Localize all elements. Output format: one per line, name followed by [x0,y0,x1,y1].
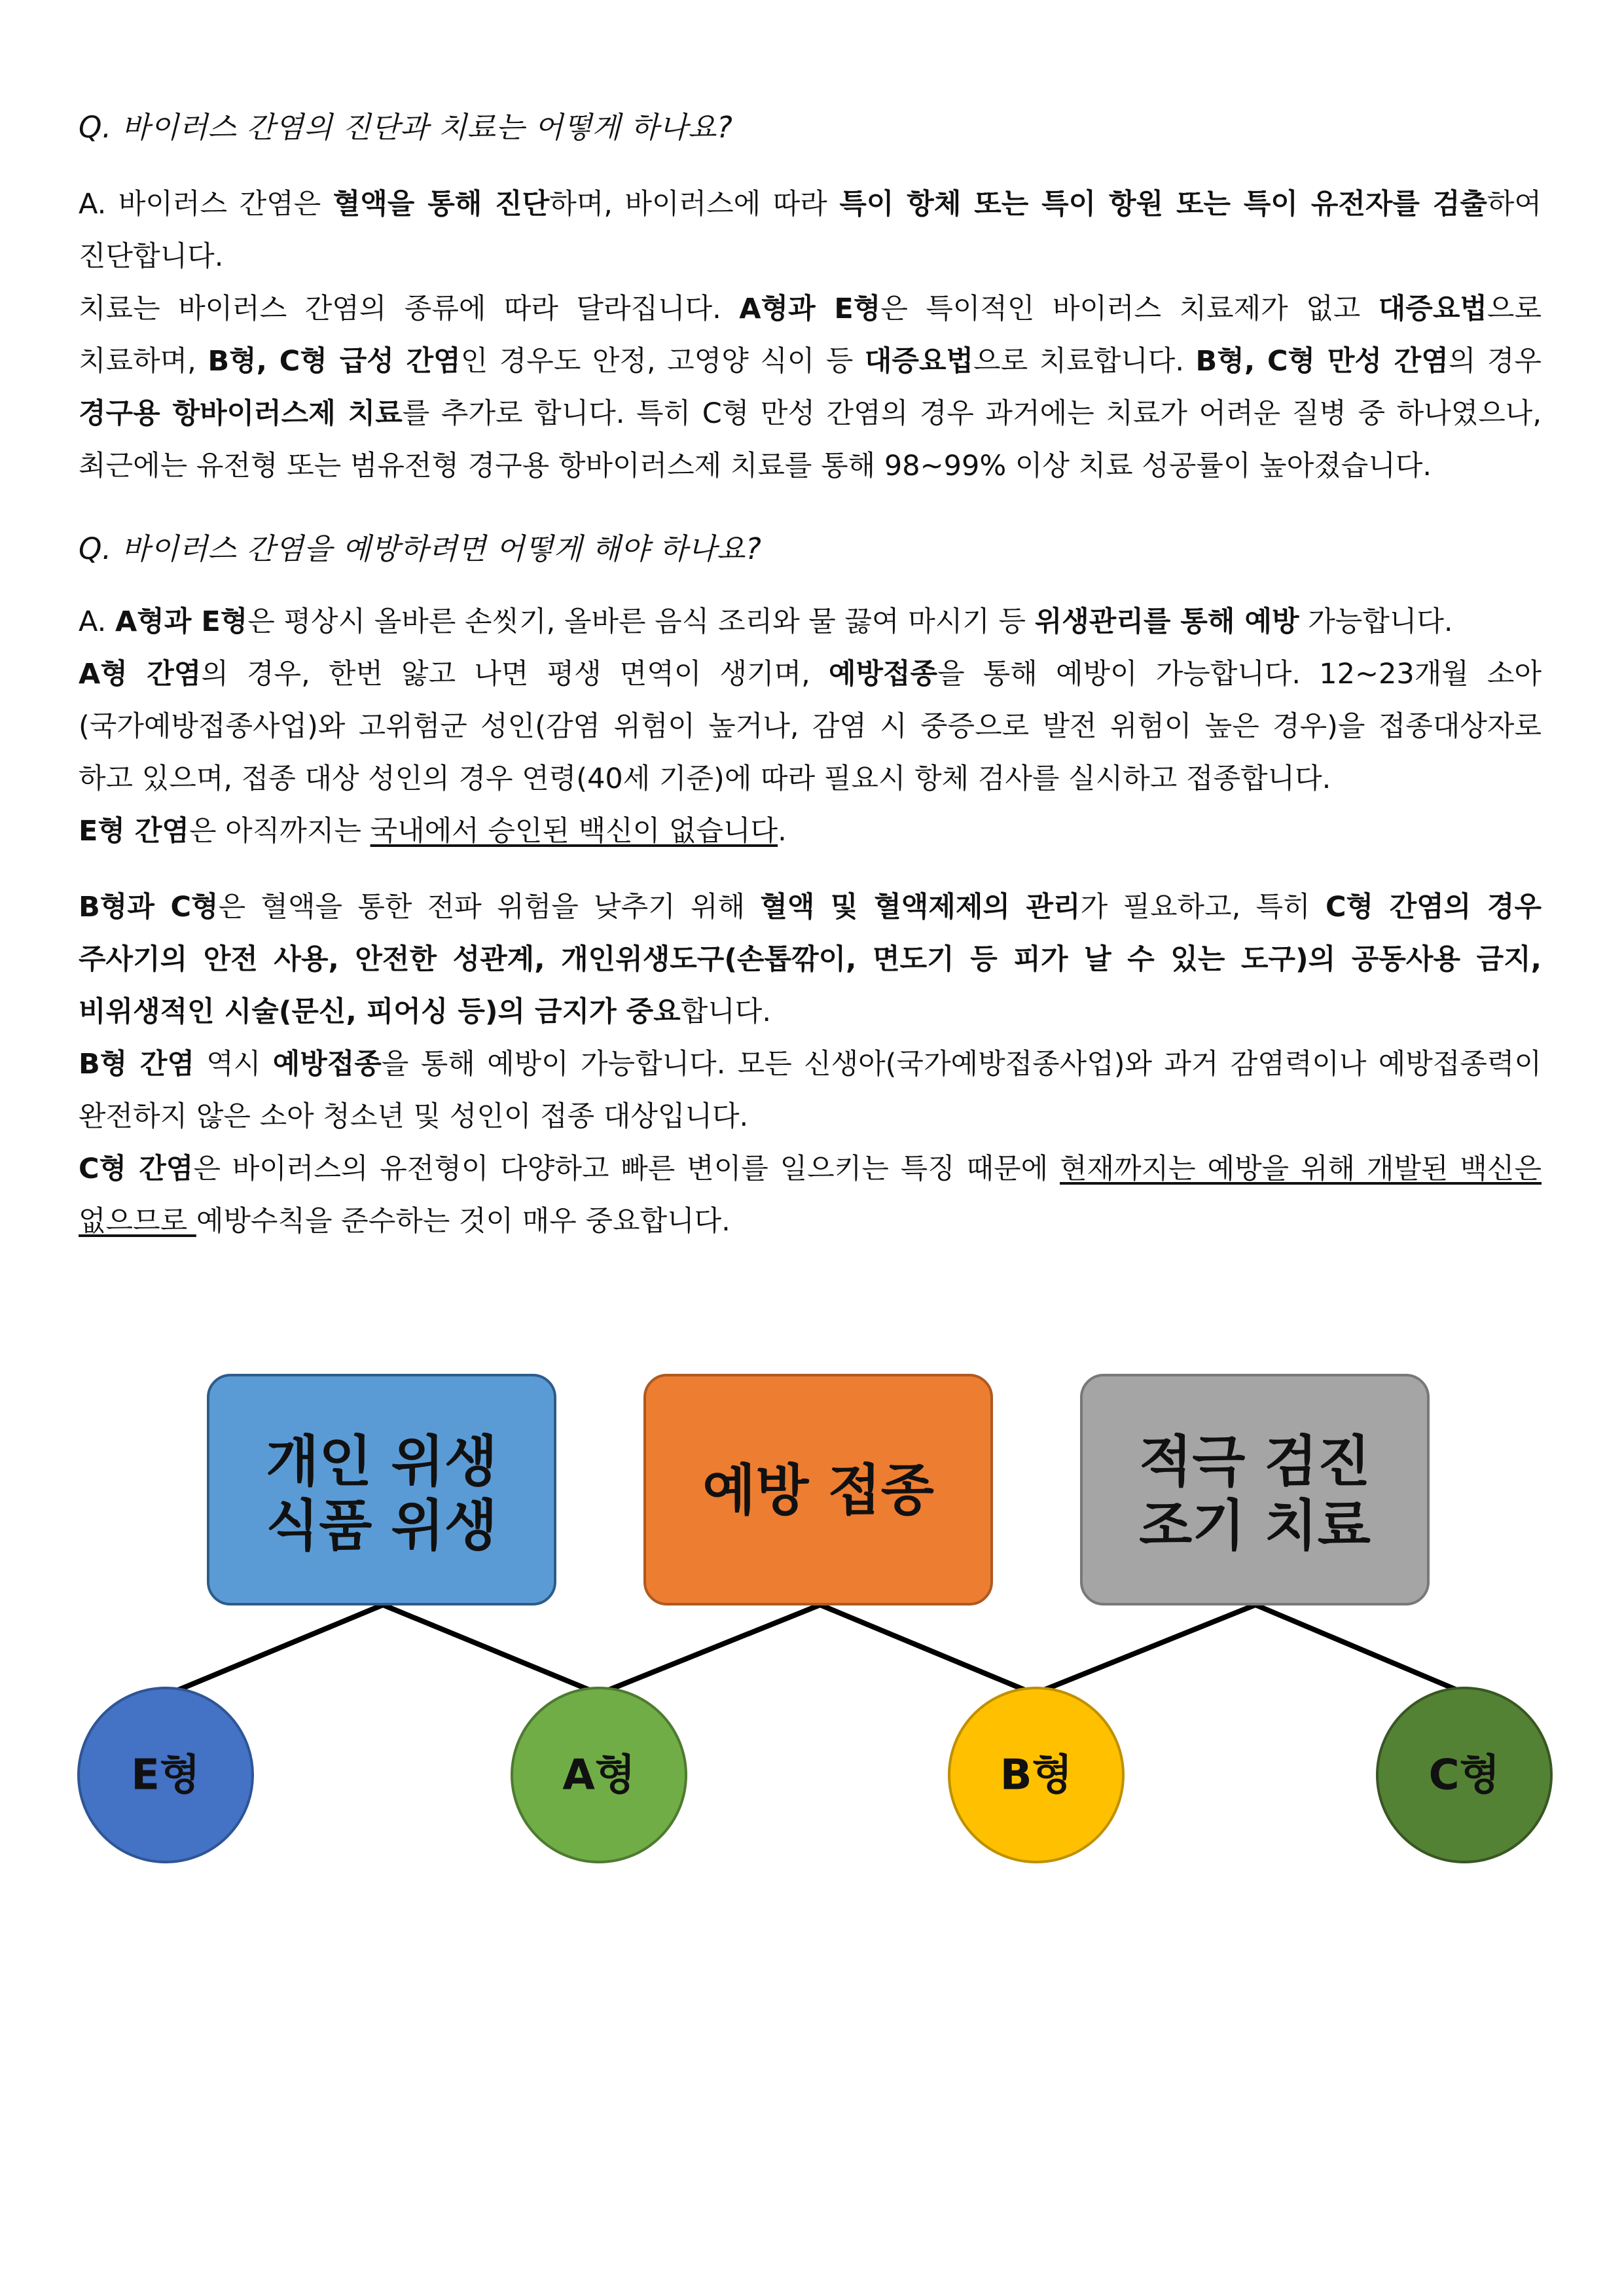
box-vaccination-line-1: 예방 접종 [702,1458,934,1522]
circle-hepatitis-b [949,1688,1123,1862]
bold-text-run: C형 간염의 경우 주사기의 안전 사용, 안전한 성관계, 개인위생도구(손톱깎이, 면도기 등 피가 날 수 있는 도구)의 공동사용 금지, 비위생적인 시술(문신, 피어싱 등)의 금지가 중요 [79,891,1542,1028]
text-run: 은 특이적인 바이러스 치료제가 없고 [880,293,1379,325]
text-run: 인 경우도 안정, 고영양 식이 등 [460,345,865,378]
box-hygiene-line-2: 식품 위생 [266,1494,497,1558]
text-run: 가능합니다. [1299,605,1453,638]
text-run: 은 혈액을 통한 전파 위험을 낮추기 위해 [218,891,761,924]
text-run: 하며, 바이러스에 따라 [549,188,840,221]
box-hygiene-line-1: 개인 위생 [266,1429,497,1494]
text-run: 예방수칙을 준수하는 것이 매우 중요합니다. [196,1205,731,1238]
answer-diagnosis-paragraph [79,178,1542,283]
bold-text-run: A형과 E형 [739,293,881,325]
bold-text-run: 예방접종 [272,1048,382,1081]
underlined-text-run: 국내에서 승인된 백신이 없습니다 [370,815,778,848]
connector-b-checkup [1034,1605,1255,1694]
question-prevention: Q. 바이러스 간염을 예방하려면 어떻게 해야 하나요? [79,531,762,566]
document-body [79,105,1542,1247]
bold-text-run: E형 간염 [79,815,189,848]
text-run: 을 통해 예방이 가능합니다. 12~23개월 소아(국가예방접종사업)와 고위험군 성인(감염 위험이 높거나, 감염 시 중증으로 발전 위험이 높은 경우)을 접종대상자로 하고 있으며, 접종 대상 성인의 경우 연령(40세 기준)에 따라 필요시 항체 검사를 실시하고 접종합니다. [79,658,1542,795]
box-checkup-treatment [1081,1375,1428,1604]
text-run: 으로 치료하며, [79,293,1542,378]
text-run: 를 추가로 합니다. 특히 C형 만성 간염의 경우 과거에는 치료가 어려운 질병 중 하나였으나, 최근에는 유전형 또는 범유전형 경구용 항바이러스제 치료를 통해 98~99% 이상 치료 성공률이 높아졌습니다. [79,397,1542,482]
circle-b-label: B형 [1000,1751,1073,1800]
text-run: 역시 [194,1048,273,1081]
bold-text-run: 혈액을 통해 진단 [333,188,550,221]
text-run: . [778,815,787,848]
connector-vaccine-b [820,1605,1034,1694]
connector-checkup-c [1255,1605,1466,1694]
circle-hepatitis-a [512,1688,686,1862]
circle-c-label: C형 [1428,1751,1500,1800]
text-run: 으로 치료합니다. [973,345,1196,378]
bold-text-run: 예방접종 [828,658,938,691]
bold-text-run: C형 간염 [79,1153,194,1185]
text-run: 은 평상시 올바른 손씻기, 올바른 음식 조리와 물 끓여 마시기 등 [247,605,1035,638]
underlined-text-run: 현재까지는 예방을 위해 개발된 백신은 없으므로 [79,1153,1542,1238]
text-run: 하여 진단합니다. [79,188,1542,273]
text-run: 가 필요하고, 특히 [1080,891,1326,924]
bold-text-run: A형 간염 [79,658,202,691]
connector-e-hygiene [169,1605,383,1694]
text-run: 은 바이러스의 유전형이 다양하고 빠른 변이를 일으키는 특징 때문에 [193,1153,1060,1185]
hepatitis-a-paragraph [79,648,1542,805]
circle-hepatitis-c [1377,1688,1551,1862]
bold-text-run: 특이 항체 또는 특이 항원 또는 특이 유전자를 검출 [839,188,1487,221]
hepatitis-bc-paragraph [79,881,1542,1038]
box-checkup-line-1: 적극 검진 [1139,1429,1371,1494]
text-run: 을 통해 예방이 가능합니다. 모든 신생아(국가예방접종사업)와 과거 감염력이나 예방접종력이 완전하지 않은 소아 청소년 및 성인이 접종 대상입니다. [79,1048,1542,1133]
circle-e-label: E형 [131,1751,200,1800]
text-run: 의 경우 [1448,345,1542,378]
connector-hygiene-a [383,1605,599,1694]
box-checkup-line-2: 조기 치료 [1139,1494,1371,1558]
bold-text-run: B형과 C형 [79,891,219,924]
hepatitis-b-paragraph [79,1038,1542,1143]
box-vaccination [645,1375,992,1604]
connector-a-vaccine [599,1605,820,1694]
bold-text-run: A형과 E형 [115,605,248,638]
text-run: 은 아직까지는 [189,815,370,848]
text-run: A. [79,605,115,638]
bold-text-run: 위생관리를 통해 예방 [1034,605,1299,638]
bold-text-run: B형, C형 급성 간염 [208,345,461,378]
bold-text-run: B형 간염 [79,1048,194,1081]
paragraph-gap [79,857,1542,881]
prevention-ae-paragraph [79,596,1542,648]
box-personal-food-hygiene [208,1375,555,1604]
text-run: 의 경우, 한번 앓고 나면 평생 면역이 생기며, [201,658,829,691]
text-run: 합니다. [680,996,772,1028]
treatment-paragraph [79,283,1542,492]
text-run: A. 바이러스 간염은 [79,188,333,221]
connector-lines [169,1605,1466,1694]
circle-a-label: A형 [562,1751,636,1800]
circle-hepatitis-e [79,1688,253,1862]
hepatitis-e-paragraph [79,805,1542,857]
bold-text-run: 대증요법 [1378,293,1487,325]
bold-text-run: 혈액 및 혈액제제의 관리 [760,891,1081,924]
question-diagnosis: Q. 바이러스 간염의 진단과 치료는 어떻게 하나요? [79,110,733,145]
bold-text-run: 대증요법 [864,345,974,378]
text-run: 치료는 바이러스 간염의 종류에 따라 달라집니다. [79,293,740,325]
hepatitis-c-paragraph [79,1143,1542,1247]
bold-text-run: B형, C형 만성 간염 [1195,345,1449,378]
bold-text-run: 경구용 항바이러스제 치료 [79,397,403,430]
